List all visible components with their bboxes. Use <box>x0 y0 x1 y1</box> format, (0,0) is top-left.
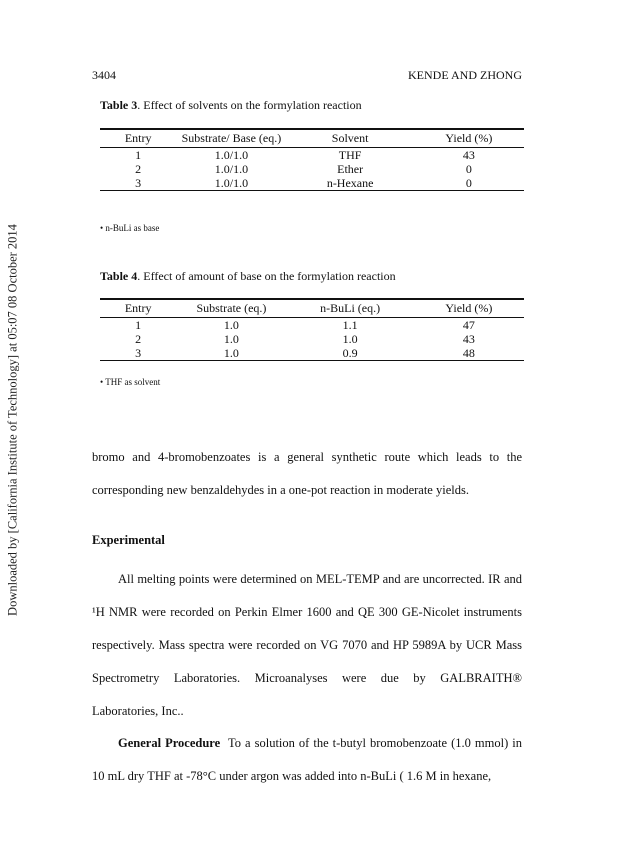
general-procedure-label: General Procedure <box>118 736 221 750</box>
table-cell: 48 <box>414 346 524 361</box>
experimental-heading: Experimental <box>92 533 165 547</box>
table-cell: 43 <box>462 332 475 346</box>
table-cell: 1.0/1.0 <box>176 176 286 191</box>
table3-footnote: • n-BuLi as base <box>100 223 160 233</box>
table4-col-yield: Yield (%) <box>414 299 524 318</box>
table3-label: Table 3 <box>100 98 138 112</box>
table3-col-yield: Yield (%) <box>414 129 524 148</box>
table-cell: 0 <box>414 176 524 191</box>
table-row <box>100 332 524 346</box>
download-watermark-text: Downloaded by [California Institute of Technology] at 05:07 08 October 2014 <box>5 224 20 616</box>
table4-label: Table 4 <box>100 269 138 283</box>
table3-col-substrate: Substrate/ Base (eq.) <box>176 129 286 148</box>
table-cell: 1.0 <box>223 332 239 346</box>
table4-header-row <box>100 299 524 318</box>
table-cell: 2 <box>135 332 142 346</box>
table-row <box>100 162 524 176</box>
paragraph-conclusion: bromo and 4-bromobenzoates is a general synthetic route which leads to the corresponding new benzaldehydes in a one-pot reaction in moderate yields. <box>92 450 522 497</box>
table-cell: 3 <box>100 176 176 191</box>
table3-col-entry: Entry <box>100 129 176 148</box>
table3-col-solvent: Solvent <box>287 129 414 148</box>
table-cell: 0 <box>465 162 472 176</box>
download-watermark <box>5 150 21 690</box>
page-number: 3404 <box>92 68 116 82</box>
table-cell: 1 <box>135 318 142 332</box>
table-cell: 1 <box>135 148 142 162</box>
table-cell: 1.1 <box>342 318 358 332</box>
table4-caption <box>100 269 396 284</box>
table4-col-substrate: Substrate (eq.) <box>176 299 286 318</box>
table-cell: 43 <box>462 148 475 162</box>
table-cell: 3 <box>100 346 176 361</box>
table-cell: 2 <box>135 162 142 176</box>
table3-header-row <box>100 129 524 148</box>
table3-caption <box>100 98 362 113</box>
table3 <box>100 128 524 191</box>
table-cell: Ether <box>337 162 364 176</box>
table4-col-entry: Entry <box>100 299 176 318</box>
table-cell: 1.0 <box>176 346 286 361</box>
table-cell: 47 <box>462 318 475 332</box>
table-row <box>100 318 524 333</box>
table4-col-base: n-BuLi (eq.) <box>287 299 414 318</box>
table-row <box>100 176 524 191</box>
table4-caption-text: . Effect of amount of base on the formylation reaction <box>137 269 396 283</box>
table3-caption-text: . Effect of solvents on the formylation reaction <box>137 98 362 112</box>
table-cell: 0.9 <box>287 346 414 361</box>
table-row <box>100 346 524 361</box>
table-cell: 1.0 <box>223 318 239 332</box>
table4-footnote: • THF as solvent <box>100 377 161 387</box>
table-cell: 1.0/1.0 <box>214 148 249 162</box>
table-cell: n-Hexane <box>287 176 414 191</box>
paragraph-instruments: All melting points were determined on MEL-TEMP and are uncorrected. IR and ¹H NMR were recorded on Perkin Elmer 1600 and QE 300 GE-Nicolet instruments respectively. Mass spectra were recorded on VG 7070 and HP 5989A by UCR Mass Spectrometry Laboratories. Microanalyses were due by GALBRAITH® Laboratories, Inc.. <box>92 572 522 718</box>
table4 <box>100 298 524 361</box>
running-title: KENDE AND ZHONG <box>408 68 522 82</box>
running-header <box>92 68 522 83</box>
table-cell: 1.0/1.0 <box>214 162 249 176</box>
general-procedure-text: To a solution of the t-butyl bromobenzoate (1.0 mmol) in 10 mL dry THF at -78°C under argon was added into n-BuLi ( 1.6 M in hexane, <box>92 736 522 783</box>
paragraph-general-procedure <box>92 727 522 793</box>
table-row <box>100 148 524 163</box>
table-cell: THF <box>338 148 362 162</box>
table-cell: 1.0 <box>342 332 358 346</box>
